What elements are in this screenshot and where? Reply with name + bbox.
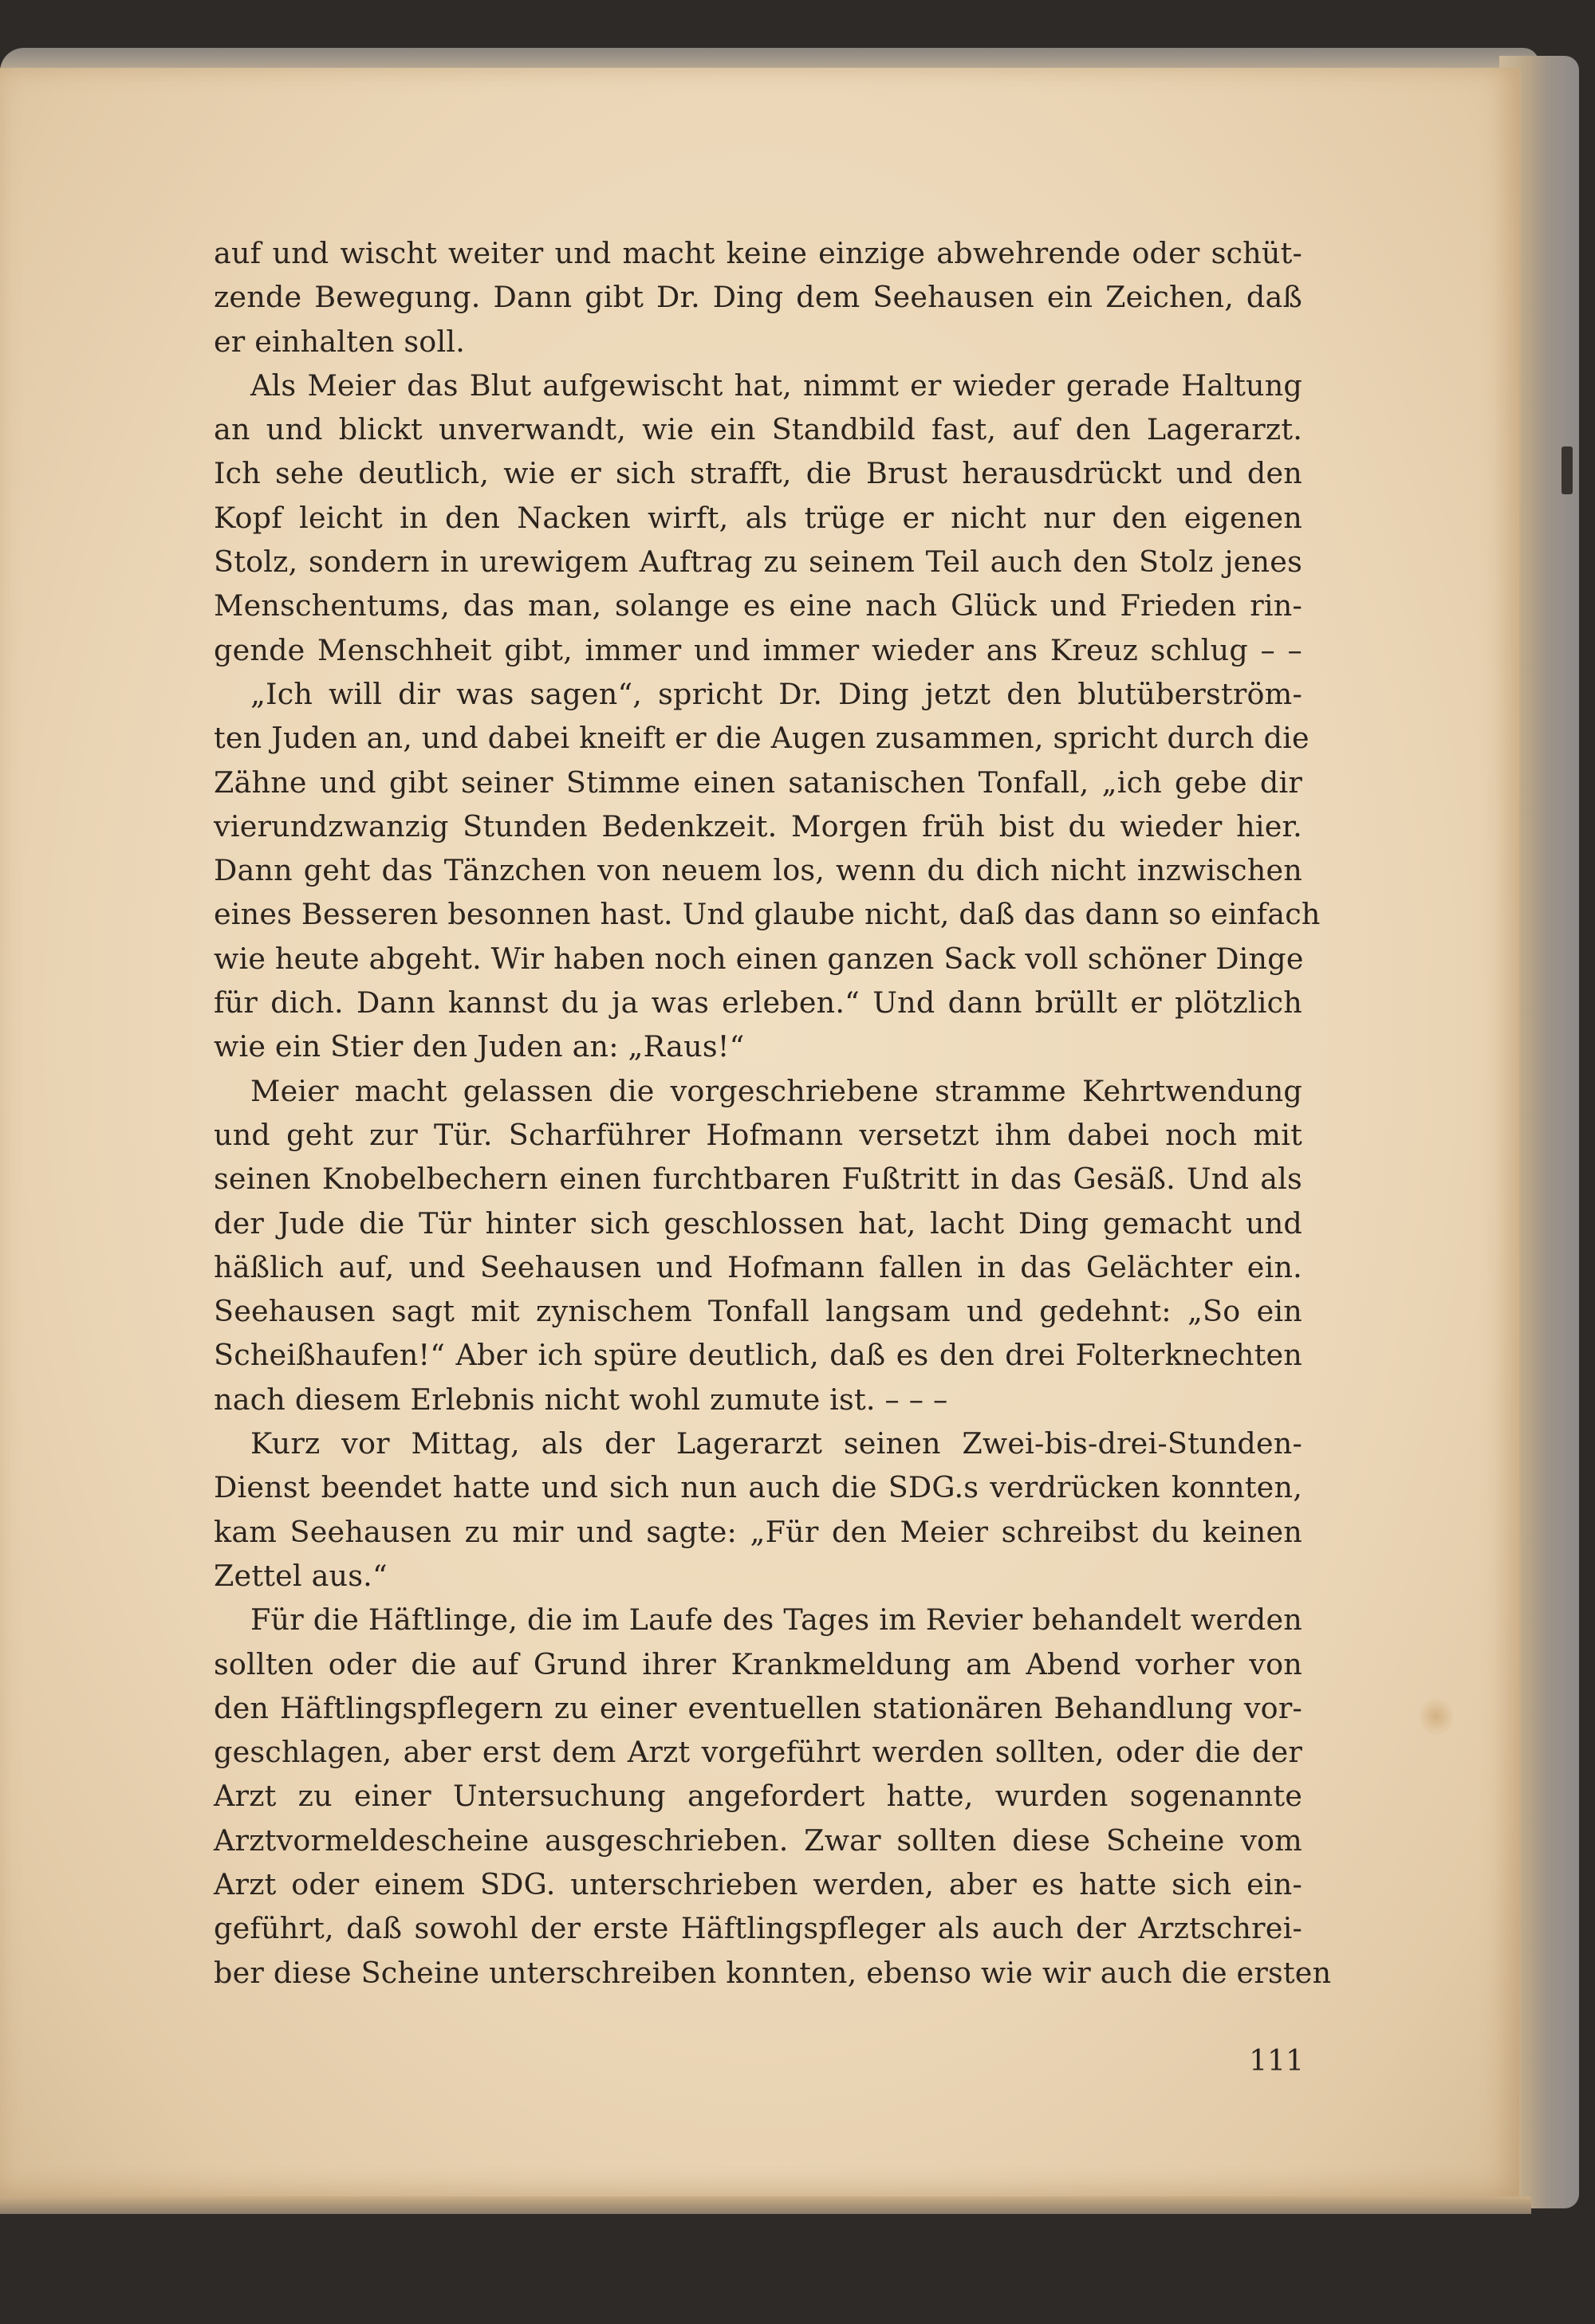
book-bottom-edge <box>0 2196 1531 2214</box>
text-line: kam Seehausen zu mir und sagte: „Für den Meier schreibst du keinen <box>214 1514 1302 1549</box>
edge-mark <box>1562 446 1573 494</box>
text-line: eines Besseren besonnen hast. Und glaube nicht, daß das dann so einfach <box>214 897 1321 932</box>
text-line: Als Meier das Blut aufgewischt hat, nimmt er wieder gerade Haltung <box>250 368 1302 403</box>
text-line: an und blickt unverwandt, wie ein Standbild fast, auf den Lagerarzt. <box>214 412 1302 447</box>
paper-stain <box>1420 1698 1453 1735</box>
text-line: für dich. Dann kannst du ja was erleben.“ Und dann brüllt er plötzlich <box>214 985 1302 1020</box>
text-line: der Jude die Tür hinter sich geschlossen hat, lacht Ding gemacht und <box>214 1205 1302 1241</box>
text-line: ber diese Scheine unterschreiben konnten, ebenso wie wir auch die ersten <box>214 1955 1332 1990</box>
text-line: geschlagen, aber erst dem Arzt vorgeführt werden sollten, oder die der <box>214 1735 1302 1770</box>
text-line: Scheißhaufen!“ Aber ich spüre deutlich, daß es den drei Folterknechten <box>214 1338 1302 1373</box>
text-line: Für die Häftlinge, die im Laufe des Tages im Revier behandelt werden <box>250 1602 1302 1638</box>
text-line: nach diesem Erlebnis nicht wohl zumute ist. – – – <box>214 1382 948 1417</box>
text-line: wie ein Stier den Juden an: „Raus!“ <box>214 1029 745 1064</box>
text-line: auf und wischt weiter und macht keine einzige abwehrende oder schüt- <box>214 236 1302 270</box>
text-line: „Ich will dir was sagen“, spricht Dr. Ding jetzt den blutüberström- <box>250 676 1302 711</box>
text-line: Arzt oder einem SDG. unterschrieben werden, aber es hatte sich ein- <box>214 1866 1302 1901</box>
text-line: Kopf leicht in den Nacken wirft, als trüge er nicht nur den eigenen <box>214 500 1302 535</box>
text-line: Arzt zu einer Untersuchung angefordert hatte, wurden sogenannte <box>214 1779 1302 1814</box>
text-line: den Häftlingspflegern zu einer eventuellen stationären Behandlung vor- <box>214 1690 1302 1725</box>
text-line: und geht zur Tür. Scharführer Hofmann versetzt ihm dabei noch mit <box>214 1117 1302 1152</box>
text-line: ten Juden an, und dabei kneift er die Augen zusammen, spricht durch die <box>214 721 1309 756</box>
page-number: 111 <box>1249 2045 1304 2078</box>
text-line: Arztvormeldescheine ausgeschrieben. Zwar sollten diese Scheine vom <box>214 1823 1302 1858</box>
text-line: geführt, daß sowohl der erste Häftlingspfleger als auch der Arztschrei- <box>214 1911 1302 1946</box>
text-line: Stolz, sondern in urewigem Auftrag zu seinem Teil auch den Stolz jenes <box>214 545 1302 580</box>
text-line: Seehausen sagt mit zynischem Tonfall langsam und gedehnt: „So ein <box>214 1294 1302 1329</box>
text-line: Zettel aus.“ <box>214 1558 388 1593</box>
text-line: Dann geht das Tänzchen von neuem los, wenn du dich nicht inzwischen <box>214 853 1302 888</box>
text-line: gende Menschheit gibt, immer und immer wieder ans Kreuz schlug – – <box>214 632 1302 667</box>
body-text <box>214 231 1332 1995</box>
text-line: er einhalten soll. <box>214 324 466 359</box>
text-line: Kurz vor Mittag, als der Lagerarzt seinen Zwei-bis-drei-Stunden- <box>250 1426 1302 1461</box>
text-line: wie heute abgeht. Wir haben noch einen ganzen Sack voll schöner Dinge <box>214 941 1304 976</box>
text-line: Ich sehe deutlich, wie er sich strafft, die Brust herausdrückt und den <box>214 456 1302 491</box>
text-line: sollten oder die auf Grund ihrer Krankmeldung am Abend vorher von <box>214 1646 1302 1681</box>
text-line: Meier macht gelassen die vorgeschriebene stramme Kehrtwendung <box>250 1073 1302 1108</box>
text-line: Zähne und gibt seiner Stimme einen satanischen Tonfall, „ich gebe dir <box>214 765 1302 800</box>
text-line: häßlich auf, und Seehausen und Hofmann fallen in das Gelächter ein. <box>214 1249 1302 1284</box>
text-line: Dienst beendet hatte und sich nun auch die SDG.s verdrücken konnten, <box>214 1470 1302 1505</box>
text-line: seinen Knobelbechern einen furchtbaren Fußtritt in das Gesäß. Und als <box>214 1162 1302 1197</box>
text-line: zende Bewegung. Dann gibt Dr. Ding dem Seehausen ein Zeichen, daß <box>214 280 1302 315</box>
text-line: Menschentums, das man, solange es eine nach Glück und Frieden rin- <box>214 588 1302 623</box>
text-line: vierundzwanzig Stunden Bedenkzeit. Morgen früh bist du wieder hier. <box>214 808 1302 843</box>
